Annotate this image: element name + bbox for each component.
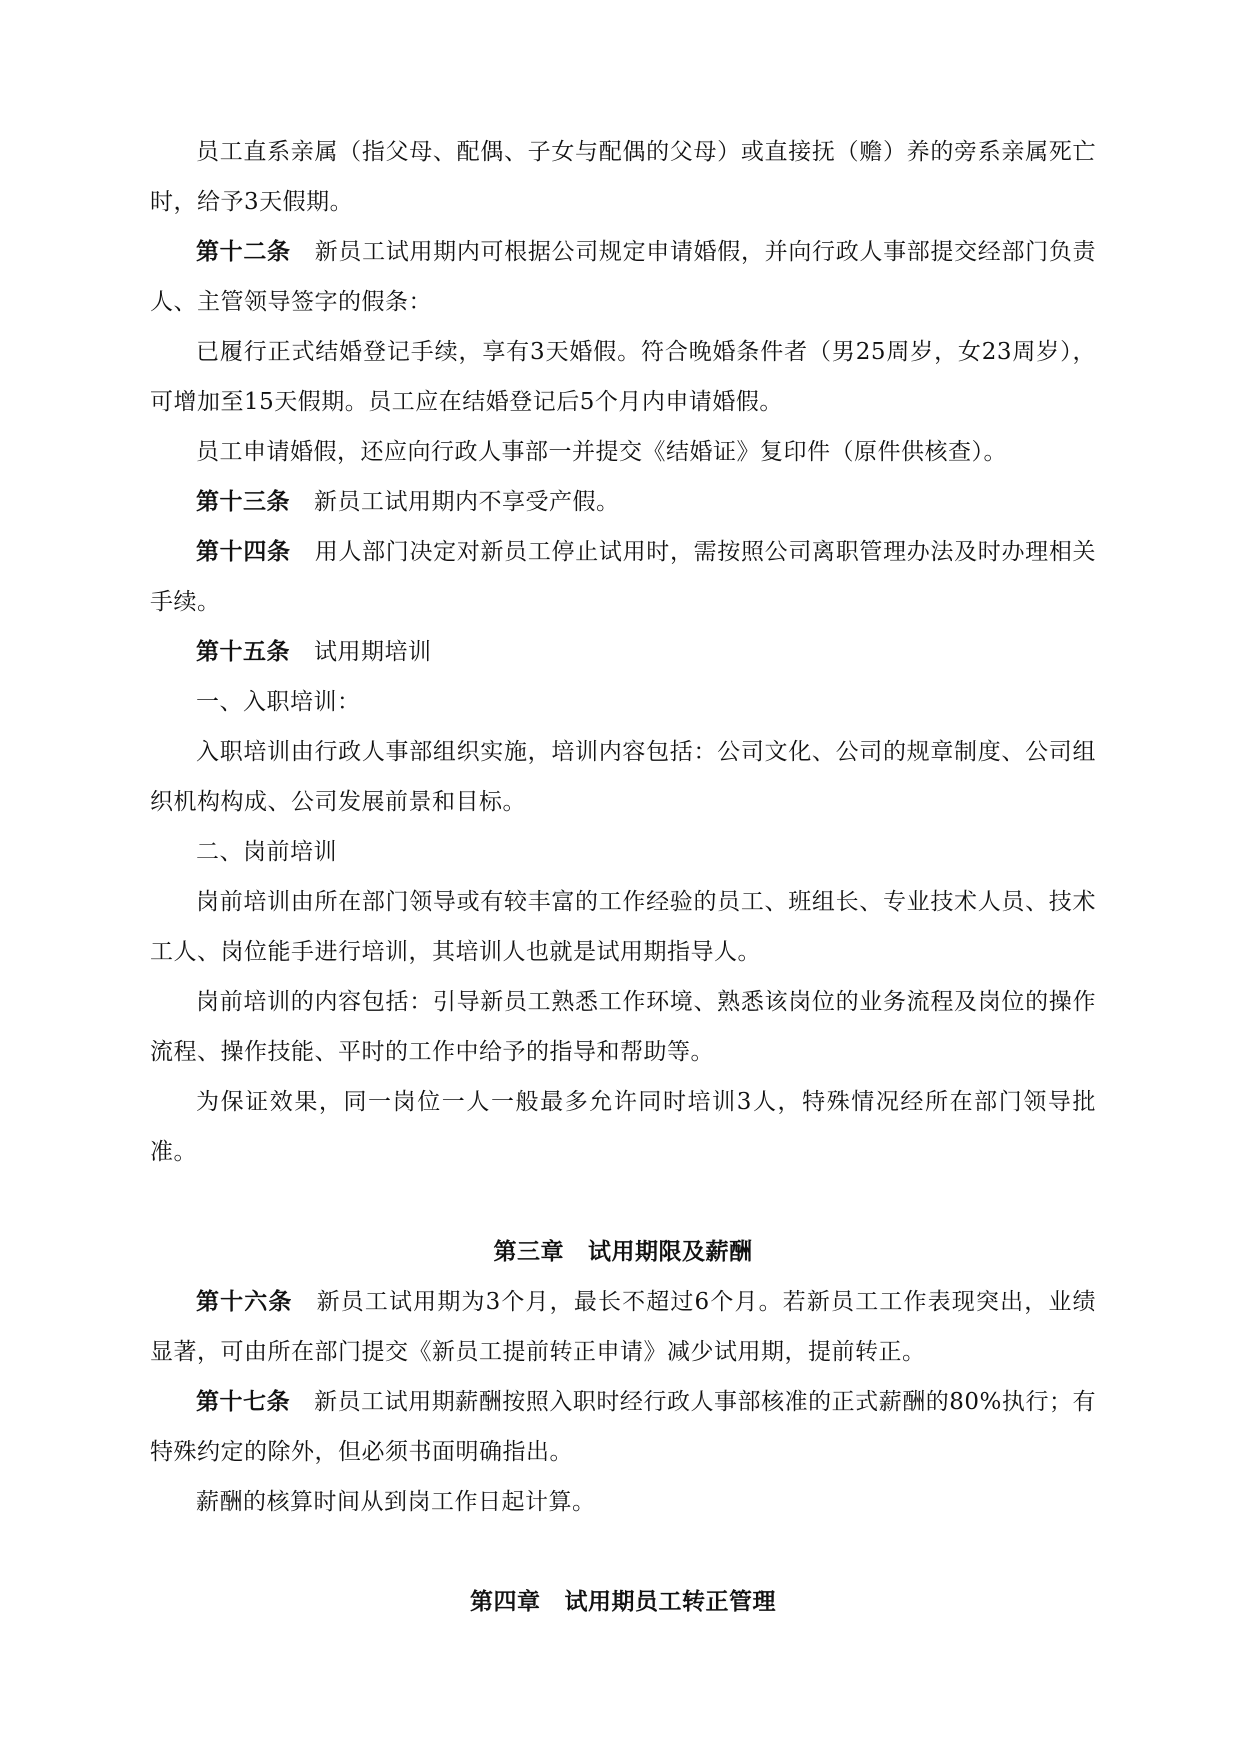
paragraph	[150, 877, 1096, 977]
article-number: 第十三条	[196, 488, 290, 515]
paragraph	[150, 527, 1096, 627]
article-number: 第十七条	[196, 1388, 291, 1415]
paragraph	[150, 427, 1096, 477]
chapter-heading-3	[150, 1227, 1096, 1277]
paragraph-text: 为保证效果，同一岗位一人一般最多允许同时培训3人，特殊情况经所在部门领导批准。	[150, 1089, 1096, 1165]
paragraph-text: 二、岗前培训	[196, 839, 337, 865]
paragraph	[150, 1077, 1096, 1177]
paragraph-text: 员工申请婚假，还应向行政人事部一并提交《结婚证》复印件（原件供核查）。	[196, 439, 1007, 465]
paragraph-text: 新员工试用期薪酬按照入职时经行政人事部核准的正式薪酬的80%执行；有特殊约定的除外，但必须书面明确指出。	[150, 1389, 1097, 1465]
paragraph	[150, 227, 1096, 327]
paragraph	[150, 127, 1096, 227]
paragraph-text: 新员工试用期内可根据公司规定申请婚假，并向行政人事部提交经部门负责人、主管领导签字的假条：	[150, 239, 1097, 315]
section-part2	[150, 1277, 1096, 1527]
paragraph	[150, 1477, 1096, 1527]
paragraph	[150, 727, 1096, 827]
chapter-heading-4	[150, 1577, 1096, 1627]
article-number: 第十五条	[196, 638, 290, 665]
paragraph-text: 入职培训由行政人事部组织实施，培训内容包括：公司文化、公司的规章制度、公司组织机构构成、公司发展前景和目标。	[150, 739, 1096, 815]
article-number: 第十二条	[196, 238, 291, 265]
paragraph	[150, 977, 1096, 1077]
paragraph-text: 一、入职培训：	[196, 689, 361, 715]
paragraph	[150, 677, 1096, 727]
document-body	[150, 127, 1096, 1627]
article-number: 第十六条	[196, 1288, 293, 1315]
paragraph-text: 新员工试用期内不享受产假。	[314, 489, 620, 515]
paragraph-text: 用人部门决定对新员工停止试用时，需按照公司离职管理办法及时办理相关手续。	[150, 539, 1097, 615]
paragraph	[150, 827, 1096, 877]
paragraph	[150, 477, 1096, 527]
paragraph	[150, 1277, 1096, 1377]
spacer	[150, 1527, 1096, 1577]
paragraph-text: 员工直系亲属（指父母、配偶、子女与配偶的父母）或直接抚（赡）养的旁系亲属死亡时，给予3天假期。	[150, 139, 1096, 215]
paragraph	[150, 627, 1096, 677]
paragraph	[150, 327, 1096, 427]
paragraph-text: 岗前培训的内容包括：引导新员工熟悉工作环境、熟悉该岗位的业务流程及岗位的操作流程、操作技能、平时的工作中给予的指导和帮助等。	[150, 989, 1096, 1065]
chapter-number: 第三章	[493, 1238, 564, 1265]
chapter-title: 试用期限及薪酬	[588, 1238, 753, 1265]
paragraph-text: 已履行正式结婚登记手续，享有3天婚假。符合晚婚条件者（男25周岁，女23周岁），可增加至15天假期。员工应在结婚登记后5个月内申请婚假。	[150, 339, 1096, 415]
paragraph	[150, 1377, 1096, 1477]
section-part1	[150, 127, 1096, 1177]
chapter-title: 试用期员工转正管理	[564, 1588, 776, 1615]
paragraph-text: 岗前培训由所在部门领导或有较丰富的工作经验的员工、班组长、专业技术人员、技术工人、岗位能手进行培训，其培训人也就是试用期指导人。	[150, 889, 1096, 965]
paragraph-text: 试用期培训	[314, 639, 432, 665]
paragraph-text: 新员工试用期为3个月，最长不超过6个月。若新员工工作表现突出，业绩显著，可由所在部门提交《新员工提前转正申请》减少试用期，提前转正。	[150, 1289, 1096, 1365]
paragraph-text: 薪酬的核算时间从到岗工作日起计算。	[196, 1489, 596, 1515]
spacer	[150, 1177, 1096, 1227]
article-number: 第十四条	[196, 538, 291, 565]
chapter-number: 第四章	[470, 1588, 541, 1615]
